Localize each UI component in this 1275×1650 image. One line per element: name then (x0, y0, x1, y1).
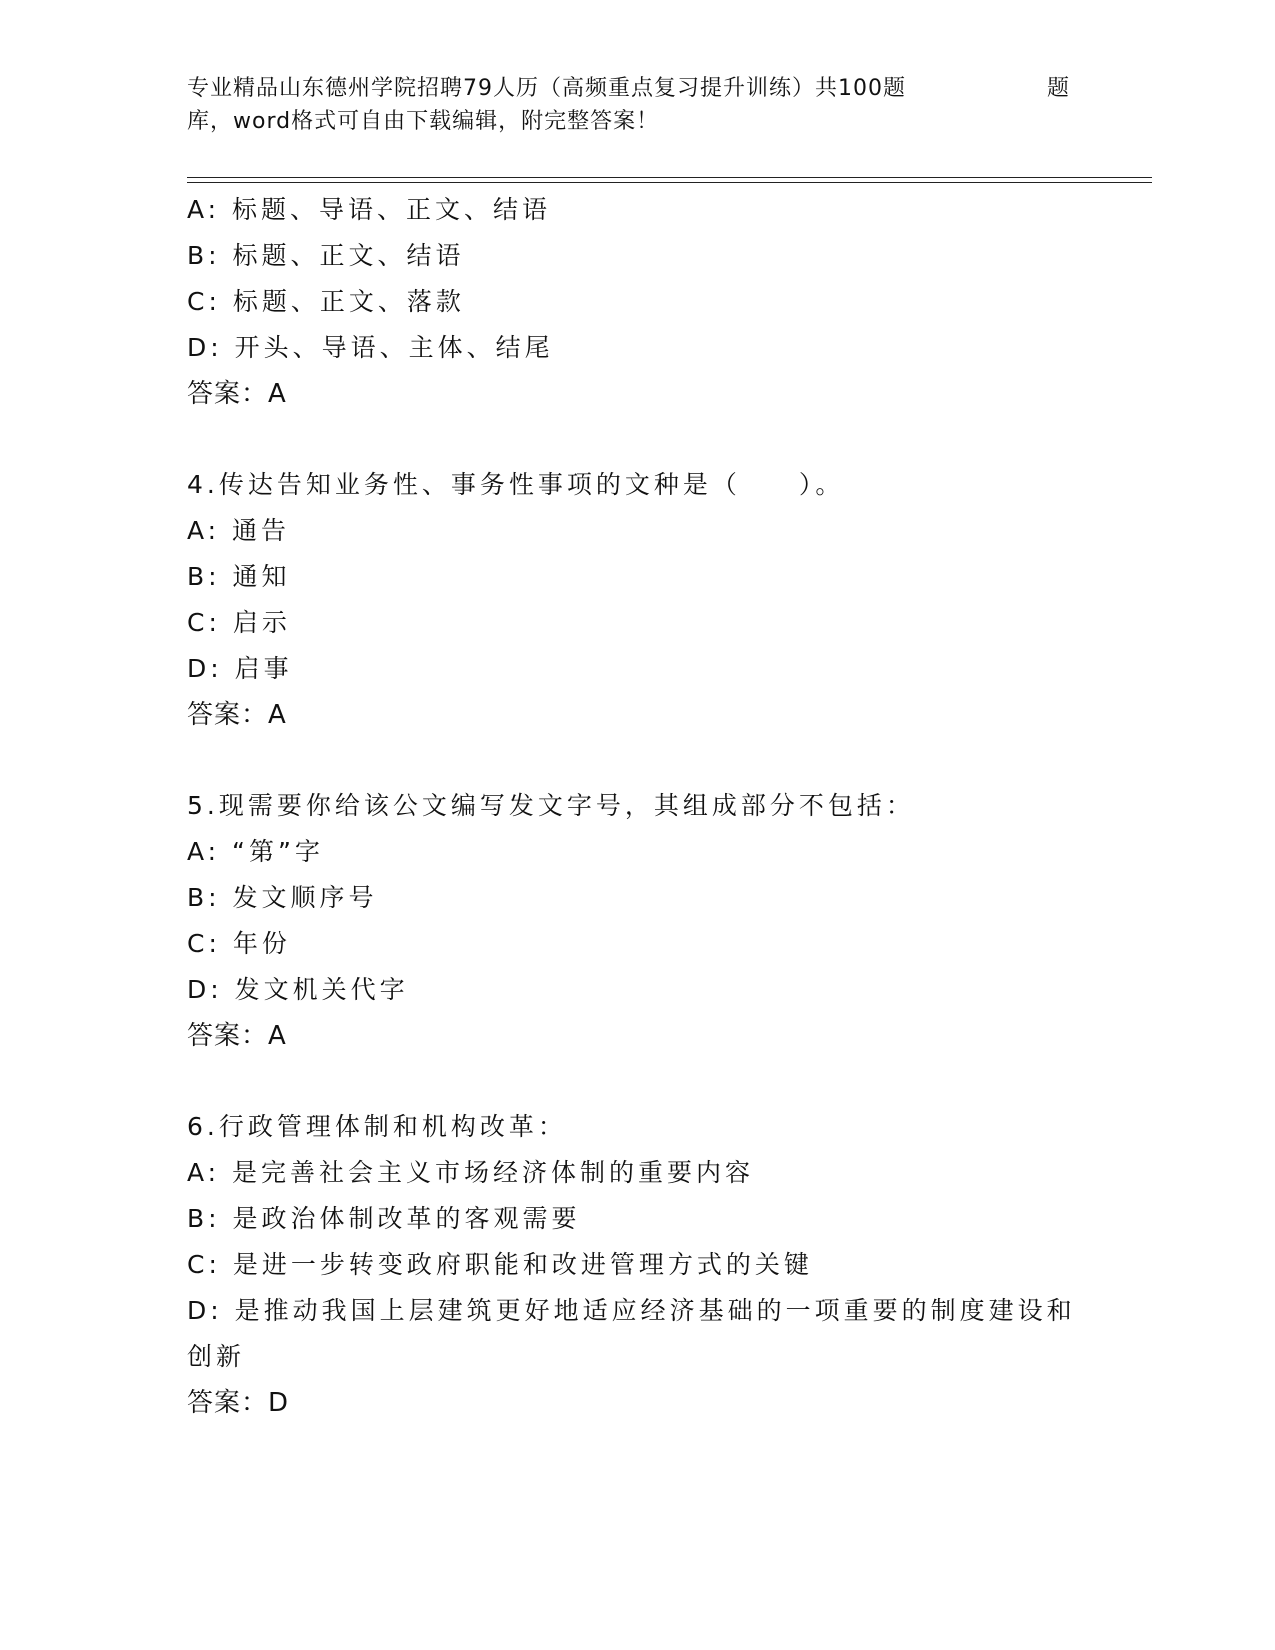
q3-answer: 答案：A (187, 379, 287, 409)
q4-answer: 答案：A (187, 700, 287, 730)
q4-option-b: B: 通知 (187, 562, 291, 591)
spacer (187, 417, 1087, 462)
header-divider-top (187, 177, 1152, 178)
q3-option-c: C: 标题、正文、落款 (187, 287, 465, 316)
question-list (187, 187, 1087, 1426)
q5-option-d: D: 发文机关代字 (187, 975, 409, 1004)
q6-question: 6.行政管理体制和机构改革： (187, 1112, 567, 1141)
q3-option-a: A: 标题、导语、正文、结语 (187, 195, 552, 224)
header-line-1-tail: 题 (1047, 76, 1071, 101)
question-4-block (187, 462, 1087, 738)
q5-option-a: A: “第”字 (187, 837, 324, 866)
q6-option-d-line-1: D: 是推动我国上层建筑更好地适应经济基础的一项重要的制度建设和 (187, 1296, 1076, 1325)
q5-option-b: B: 发文顺序号 (187, 883, 378, 912)
header-divider-bottom (187, 182, 1152, 183)
header-line-2: 库，word格式可自由下载编辑，附完整答案！ (187, 109, 660, 134)
q6-option-a: A: 是完善社会主义市场经济体制的重要内容 (187, 1158, 755, 1187)
spacer (187, 738, 1087, 783)
q3-option-d: D: 开头、导语、主体、结尾 (187, 333, 554, 362)
q6-option-c: C: 是进一步转变政府职能和改进管理方式的关键 (187, 1250, 813, 1279)
question-6-block (187, 1104, 1087, 1426)
q6-answer: 答案：D (187, 1388, 290, 1418)
q5-option-c: C: 年份 (187, 929, 291, 958)
q5-answer: 答案：A (187, 1021, 287, 1051)
q4-option-d: D: 启事 (187, 654, 293, 683)
q3-option-b: B: 标题、正文、结语 (187, 241, 465, 270)
question-5-block (187, 783, 1087, 1059)
q6-option-d-line-2: 创新 (187, 1342, 246, 1371)
header-line-1: 专业精品山东德州学院招聘79人历（高频重点复习提升训练）共100题 (187, 76, 906, 101)
spacer (187, 1059, 1087, 1104)
q4-option-a: A: 通告 (187, 516, 291, 545)
q5-question: 5.现需要你给该公文编写发文字号，其组成部分不包括： (187, 791, 915, 820)
q6-option-b: B: 是政治体制改革的客观需要 (187, 1204, 581, 1233)
q4-question: 4.传达告知业务性、事务性事项的文种是（ ）。 (187, 470, 845, 499)
q4-option-c: C: 启示 (187, 608, 291, 637)
document-header (187, 72, 1077, 138)
question-3-block (187, 187, 1087, 417)
